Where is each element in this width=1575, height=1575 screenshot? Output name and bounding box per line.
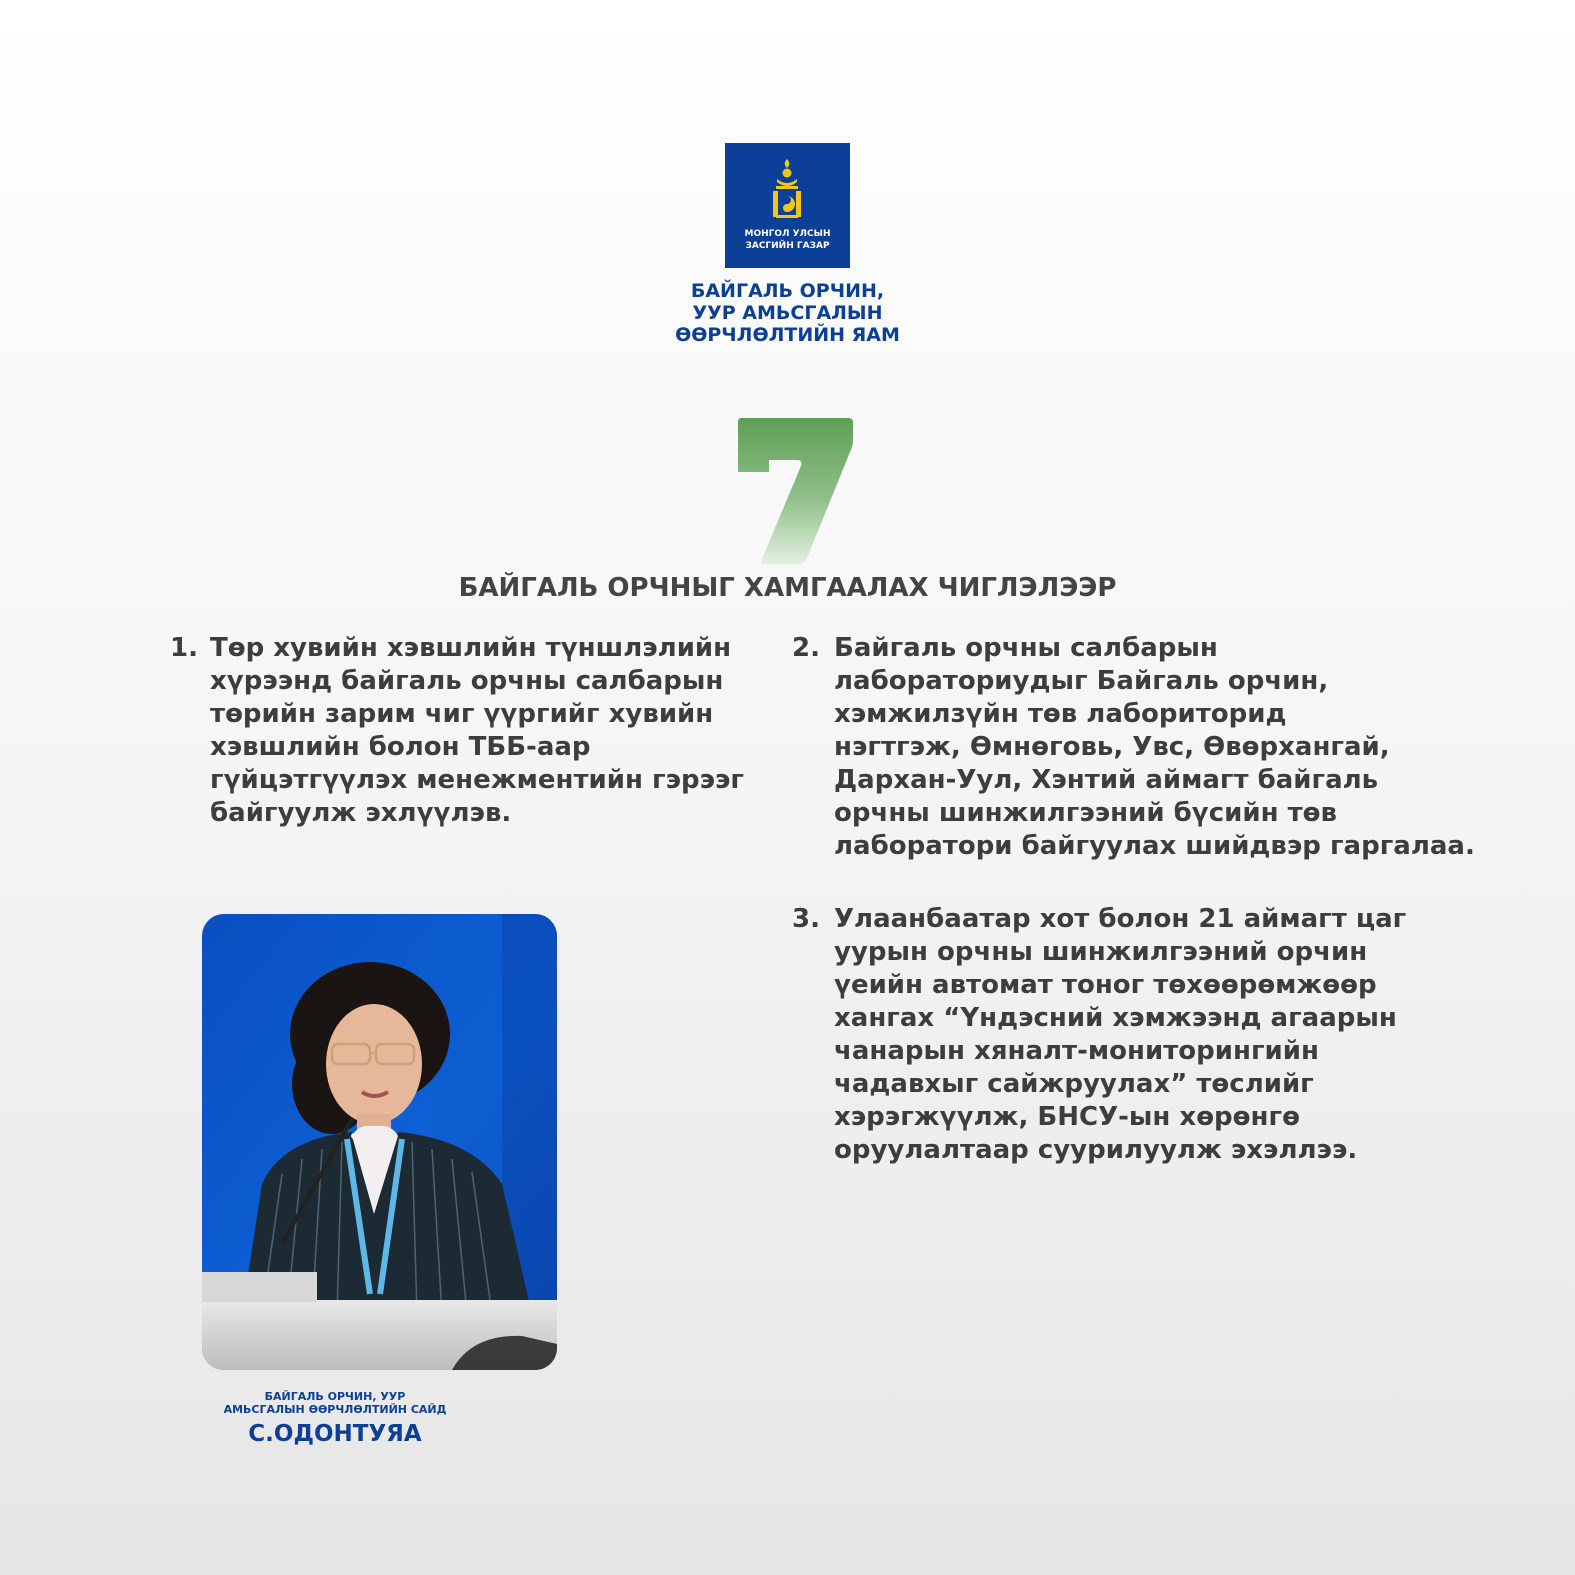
text-line: хэмжилзүйн төв лабориторид bbox=[834, 699, 1287, 729]
text-line: орчны шинжилгээний бүсийн төв bbox=[834, 798, 1337, 828]
government-emblem-logo bbox=[725, 143, 850, 268]
ministry-name-line: БАЙГАЛЬ ОРЧИН, bbox=[690, 280, 885, 302]
text-line: чадавхыг сайжруулах” төслийг bbox=[834, 1069, 1314, 1099]
list-item-text bbox=[834, 632, 1484, 863]
ministry-name-line: ӨӨРЧЛӨЛТИЙН ЯАМ bbox=[675, 324, 900, 346]
text-line: гүйцэтгүүлэх менежментийн гэрээг bbox=[210, 765, 745, 795]
list-item-number: 3. bbox=[792, 904, 820, 934]
signature-role-line: АМЬСГАЛЫН ӨӨРЧЛӨЛТИЙН САЙД bbox=[223, 1403, 447, 1416]
text-line: үеийн автомат тоног төхөөрөмжөөр bbox=[834, 970, 1377, 1000]
text-line: Төр хувийн хэвшлийн түншлэлийн bbox=[210, 633, 732, 663]
text-line: Байгаль орчны салбарын bbox=[834, 633, 1218, 663]
text-line: хангах “Үндэсний хэмжээнд агаарын bbox=[834, 1003, 1397, 1033]
list-item-number: 2. bbox=[792, 633, 820, 663]
list-item-number: 1. bbox=[170, 633, 198, 663]
text-line: хүрээнд байгаль орчны салбарын bbox=[210, 666, 724, 696]
signature-name: С.ОДОНТУЯА bbox=[248, 1421, 422, 1447]
signature-role bbox=[210, 1390, 460, 1416]
section-number-graphic bbox=[735, 418, 855, 566]
text-line: хэрэгжүүлж, БНСУ-ын хөрөнгө bbox=[834, 1102, 1300, 1132]
text-line: оруулалтаар суурилуулж эхэллээ. bbox=[834, 1135, 1358, 1165]
text-line: Дархан-Уул, Хэнтий аймагт байгаль bbox=[834, 765, 1379, 795]
emblem-caption-line: ЗАСГИЙН ГАЗАР bbox=[745, 241, 830, 251]
text-line: төрийн зарим чиг үүргийг хувийн bbox=[210, 699, 714, 729]
list-item-text bbox=[210, 632, 770, 830]
text-line: уурын орчны шинжилгээний орчин bbox=[834, 937, 1368, 967]
emblem-caption-line: МОНГОЛ УЛСЫН bbox=[744, 229, 831, 239]
text-line: лабораториудыг Байгаль орчин, bbox=[834, 666, 1329, 696]
text-line: байгуулж эхлүүлэв. bbox=[210, 798, 512, 828]
list-item-text bbox=[834, 903, 1434, 1167]
ministry-name-line: УУР АМЬСГАЛЫН bbox=[692, 302, 883, 324]
signature-role-line: БАЙГАЛЬ ОРЧИН, УУР bbox=[264, 1390, 406, 1403]
ministry-name bbox=[600, 280, 975, 346]
minister-portrait-photo bbox=[202, 914, 557, 1370]
text-line: лаборатори байгуулах шийдвэр гаргалаа. bbox=[834, 831, 1475, 861]
text-line: чанарын хяналт-мониторингийн bbox=[834, 1036, 1319, 1066]
soyombo-emblem-icon bbox=[763, 157, 811, 223]
text-line: хэвшлийн болон ТББ-аар bbox=[210, 732, 591, 762]
text-line: Улаанбаатар хот болон 21 аймагт цаг bbox=[834, 904, 1407, 934]
text-line: нэгтгэж, Өмнөговь, Увс, Өвөрхангай, bbox=[834, 732, 1390, 762]
section-number: 7 bbox=[735, 418, 736, 419]
section-title: БАЙГАЛЬ ОРЧНЫГ ХАМГААЛАХ ЧИГЛЭЛЭЭР bbox=[458, 573, 1117, 603]
